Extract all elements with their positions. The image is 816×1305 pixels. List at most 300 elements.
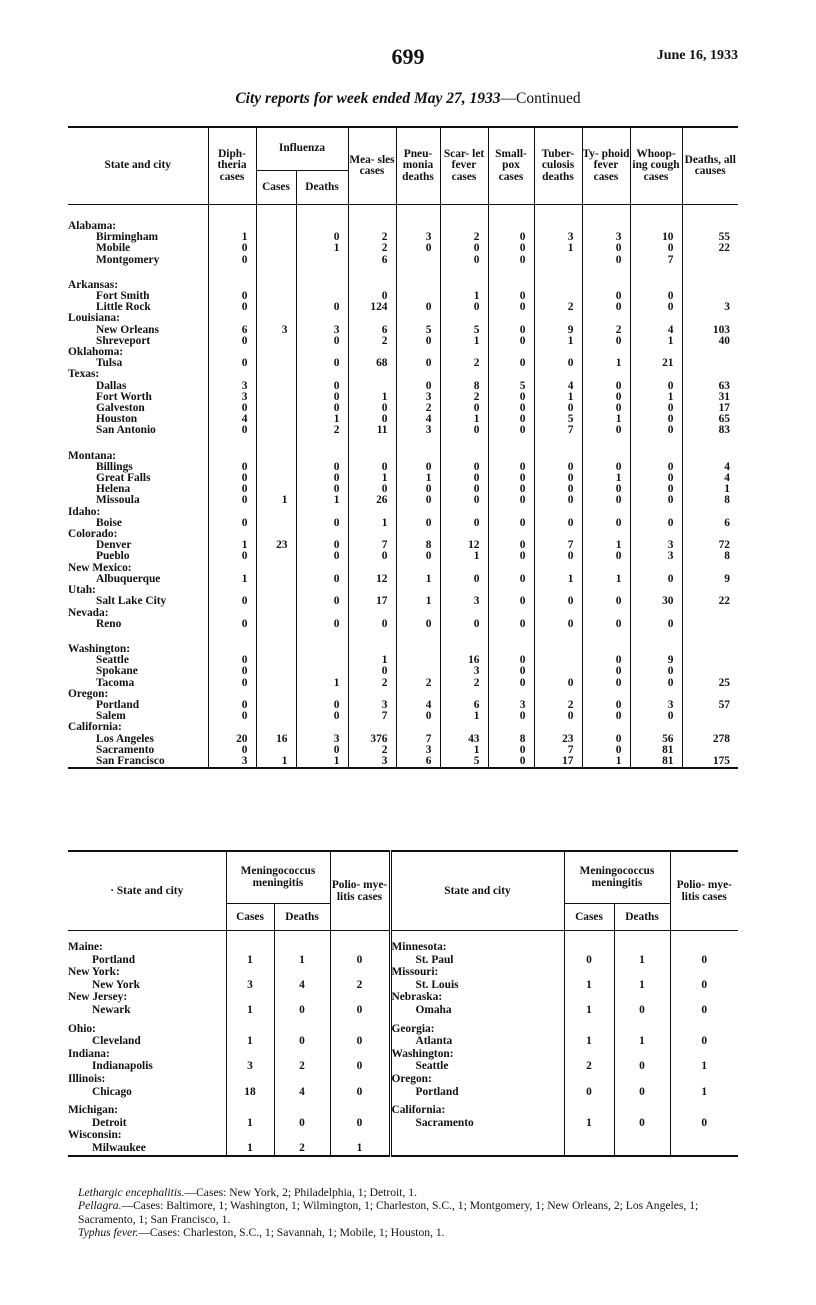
table-cell: 3 [396, 392, 440, 403]
table-cell: 0 [440, 574, 488, 585]
table-cell: 22 [682, 243, 738, 254]
state-row [68, 1073, 738, 1086]
city-name: Omaha [415, 1003, 452, 1016]
city-name: Seattle [415, 1060, 449, 1073]
table-cell [256, 313, 296, 324]
table-row [68, 403, 738, 414]
city-name: Pueblo [96, 551, 130, 563]
table-cell [274, 1073, 330, 1086]
table-cell [564, 1104, 614, 1117]
table-cell [296, 529, 348, 540]
table-cell [256, 347, 296, 358]
table-cell: 0 [534, 551, 582, 562]
table-cell: 4 [274, 1086, 330, 1099]
table-cell: 2 [582, 325, 630, 336]
table-cell: 0 [440, 484, 488, 495]
table-cell [582, 529, 630, 540]
table-cell: 0 [208, 255, 256, 266]
table-cell: 6 [208, 325, 256, 336]
table-cell: 0 [582, 734, 630, 745]
table-cell: 0 [274, 1004, 330, 1017]
table-cell: 63 [682, 381, 738, 392]
city-name: Helena [96, 484, 131, 496]
header-influenza-deaths: Deaths [296, 170, 348, 204]
table-cell [488, 722, 534, 733]
header-deaths-all: Deaths, all causes [682, 127, 738, 205]
table-cell [208, 507, 256, 518]
table-cell [348, 266, 396, 280]
state-row [68, 1023, 738, 1036]
state-row [68, 347, 738, 358]
table-cell: 0 [296, 484, 348, 495]
table-cell [256, 484, 296, 495]
city-name: Indianapolis [92, 1060, 153, 1073]
table-cell: 0 [274, 1035, 330, 1048]
table-cell [534, 266, 582, 280]
table-cell [348, 347, 396, 358]
table-cell: 55 [682, 232, 738, 243]
table-cell [348, 529, 396, 540]
table-cell [348, 313, 396, 324]
table-cell [630, 630, 682, 644]
table-cell [208, 644, 256, 655]
table-cell [670, 941, 738, 954]
table-cell: 0 [582, 495, 630, 506]
table-cell [488, 644, 534, 655]
table-cell: 5 [396, 325, 440, 336]
spacer-cell [582, 205, 630, 222]
table-cell: 4 [630, 325, 682, 336]
table-cell: 0 [534, 358, 582, 369]
spacer-cell [630, 205, 682, 222]
table-cell: 2 [440, 678, 488, 689]
table-cell [488, 630, 534, 644]
table-cell [534, 347, 582, 358]
table-cell [670, 1073, 738, 1086]
spacer-cell [440, 205, 488, 222]
table-cell [348, 381, 396, 392]
header-pneumonia: Pneu- monia deaths [396, 127, 440, 205]
table-cell: 2 [296, 425, 348, 436]
table-cell: 68 [348, 358, 396, 369]
table-cell [256, 619, 296, 630]
table-cell: 0 [582, 392, 630, 403]
table-row [68, 678, 738, 689]
spacer-row [68, 931, 738, 942]
table-cell: 0 [488, 414, 534, 425]
table-cell: 0 [582, 291, 630, 302]
table-cell [440, 529, 488, 540]
table-cell: 0 [670, 1035, 738, 1048]
state-name: Maine: [68, 941, 103, 953]
table-cell [534, 437, 582, 451]
table-cell: 0 [488, 678, 534, 689]
table-cell: 0 [582, 745, 630, 756]
table-cell [488, 347, 534, 358]
table-row [68, 414, 738, 425]
table-row [68, 666, 738, 677]
table-cell: 16 [256, 734, 296, 745]
table-cell: 6 [348, 325, 396, 336]
table-cell: 0 [582, 678, 630, 689]
spacer-cell [534, 205, 582, 222]
table-cell [296, 563, 348, 574]
table-cell: 0 [296, 551, 348, 562]
state-row [68, 451, 738, 462]
table-cell: 1 [226, 954, 274, 967]
table-cell: 1 [670, 1086, 738, 1099]
table-row [68, 1117, 738, 1130]
spacer-cell [396, 205, 440, 222]
table-cell: 0 [534, 403, 582, 414]
table-cell: 1 [534, 336, 582, 347]
table-cell [256, 291, 296, 302]
table-cell [582, 644, 630, 655]
table-cell [630, 221, 682, 232]
table-row [68, 1060, 738, 1073]
table-cell: 0 [582, 666, 630, 677]
table-cell [330, 991, 390, 1004]
table-row [68, 979, 738, 992]
footnotes [78, 1186, 738, 1240]
table-cell: 0 [440, 243, 488, 254]
table-cell: 1 [296, 678, 348, 689]
table-cell [630, 451, 682, 462]
table-cell: 81 [630, 756, 682, 768]
table-cell [348, 507, 396, 518]
table-cell: 2 [440, 232, 488, 243]
table-cell: 2 [274, 1142, 330, 1156]
page-title [0, 90, 816, 108]
table-cell [274, 941, 330, 954]
state-row [68, 563, 738, 574]
state-name: Illinois: [68, 1072, 106, 1085]
table-cell [348, 585, 396, 596]
table-cell: 2 [440, 358, 488, 369]
table-cell: 0 [208, 655, 256, 666]
city-name [392, 1142, 416, 1154]
table-row [68, 1086, 738, 1099]
state-row [68, 1129, 738, 1142]
city-name: Albuquerque [96, 573, 161, 585]
table-cell: 23 [256, 540, 296, 551]
table-cell: 0 [488, 756, 534, 768]
table-cell: 0 [296, 232, 348, 243]
table-cell: 1 [582, 540, 630, 551]
table-cell: 0 [396, 336, 440, 347]
city-name: Boise [96, 517, 122, 529]
table-cell: 20 [208, 734, 256, 745]
table-cell: 0 [396, 302, 440, 313]
table-cell [630, 507, 682, 518]
table-row [68, 745, 738, 756]
table-cell [296, 369, 348, 380]
table-cell [296, 313, 348, 324]
table-cell [396, 255, 440, 266]
table-cell: 0 [614, 1117, 670, 1130]
table-cell: 0 [488, 291, 534, 302]
table-cell [208, 369, 256, 380]
city-name: Tacoma [96, 677, 135, 689]
city-name: Salt Lake City [96, 596, 167, 608]
state-name: Ohio: [68, 1022, 96, 1035]
table-cell [296, 266, 348, 280]
table-cell: 0 [208, 678, 256, 689]
table-cell: 0 [614, 1060, 670, 1073]
table-cell: 0 [630, 473, 682, 484]
table-cell: 0 [330, 954, 390, 967]
table-cell [348, 644, 396, 655]
city-name: Dallas [96, 380, 127, 392]
table-cell: 0 [440, 302, 488, 313]
footnote-label: Pellagra. [78, 1199, 122, 1213]
table-cell: 7 [348, 540, 396, 551]
footnote [78, 1199, 738, 1226]
table-cell: 1 [296, 756, 348, 768]
table-cell: 0 [630, 381, 682, 392]
table-cell: 1 [208, 540, 256, 551]
city-name: Birmingham [96, 232, 159, 244]
table-cell [274, 966, 330, 979]
table-cell: 2 [440, 392, 488, 403]
city-cell [390, 1117, 564, 1130]
table-cell: 11 [348, 425, 396, 436]
table-cell [630, 585, 682, 596]
table-cell: 0 [208, 745, 256, 756]
city-cell [68, 1035, 226, 1048]
city-cell [68, 1004, 226, 1017]
table-cell: 17 [348, 596, 396, 607]
table-cell [534, 689, 582, 700]
table-cell [440, 608, 488, 619]
table-cell [682, 630, 738, 644]
table-cell [274, 1023, 330, 1036]
table-cell: 0 [582, 596, 630, 607]
table-cell [682, 711, 738, 722]
table-cell: 2 [274, 1060, 330, 1073]
table-cell: 0 [208, 619, 256, 630]
table-row [68, 495, 738, 506]
city-name: Seattle [96, 655, 129, 667]
table-cell: 0 [630, 243, 682, 254]
table-row [68, 302, 738, 313]
table-cell [226, 1023, 274, 1036]
table-cell [208, 221, 256, 232]
table-cell: 0 [348, 291, 396, 302]
table-cell [208, 608, 256, 619]
state-row [68, 966, 738, 979]
table-cell: 6 [682, 518, 738, 529]
mening-header-meningitis: Meningococcus meningitis [226, 851, 330, 903]
table-cell [488, 221, 534, 232]
table-cell: 0 [488, 596, 534, 607]
city-name: St. Paul [415, 953, 454, 966]
spacer-cell [256, 205, 296, 222]
state-name: California: [390, 1104, 564, 1117]
table-cell [534, 644, 582, 655]
spacer-row [68, 630, 738, 644]
table-cell: 0 [534, 596, 582, 607]
footnote [78, 1186, 738, 1199]
table-cell [296, 437, 348, 451]
table-cell [330, 1048, 390, 1061]
table-cell [614, 1104, 670, 1117]
table-cell [296, 644, 348, 655]
table-cell [256, 358, 296, 369]
table-cell [582, 266, 630, 280]
city-name: Montgomery [96, 254, 160, 266]
table-cell: 0 [534, 462, 582, 473]
city-cell [390, 979, 564, 992]
table-cell: 72 [682, 540, 738, 551]
table-cell [488, 313, 534, 324]
table-cell [396, 655, 440, 666]
table-cell [440, 451, 488, 462]
table-cell: 0 [488, 425, 534, 436]
table-cell: 1 [582, 574, 630, 585]
table-cell: 9 [534, 325, 582, 336]
spacer-row [68, 205, 738, 222]
table-cell [582, 630, 630, 644]
state-name: Indiana: [68, 1047, 110, 1060]
city-name: New York [92, 978, 140, 991]
table-cell: 0 [582, 655, 630, 666]
city-name: Salem [96, 711, 126, 723]
state-name: Utah: [68, 585, 96, 597]
table-cell: 1 [226, 1035, 274, 1048]
table-cell: 7 [396, 734, 440, 745]
table-cell [396, 280, 440, 291]
table-cell: 0 [208, 403, 256, 414]
table-cell: 1 [564, 979, 614, 992]
table-cell [274, 1048, 330, 1061]
state-row [68, 369, 738, 380]
table-cell [256, 451, 296, 462]
table-cell [440, 585, 488, 596]
table-cell [440, 347, 488, 358]
table-cell: 3 [226, 979, 274, 992]
table-cell [296, 347, 348, 358]
city-name: San Francisco [96, 755, 165, 767]
table-cell: 0 [330, 1035, 390, 1048]
table-cell: 0 [670, 954, 738, 967]
table-cell: 0 [296, 518, 348, 529]
table-cell [682, 437, 738, 451]
table-cell: 1 [256, 495, 296, 506]
state-name: New York: [68, 966, 120, 979]
table-cell: 3 [348, 756, 396, 768]
table-cell: 0 [582, 243, 630, 254]
table-cell [226, 966, 274, 979]
table-cell [296, 585, 348, 596]
table-cell [564, 991, 614, 1004]
table-row [68, 734, 738, 745]
table-cell: 0 [488, 711, 534, 722]
table-cell: 0 [296, 596, 348, 607]
table-cell: 0 [488, 462, 534, 473]
table-row [68, 551, 738, 562]
table-cell [256, 302, 296, 313]
header-tuberculosis: Tuber- culosis deaths [534, 127, 582, 205]
table-cell [440, 313, 488, 324]
table-cell: 2 [330, 979, 390, 992]
table-cell [630, 266, 682, 280]
table-cell: 0 [330, 1060, 390, 1073]
table-cell: 1 [396, 574, 440, 585]
table-cell: 0 [630, 414, 682, 425]
table-cell: 3 [440, 596, 488, 607]
spacer-cell [68, 931, 226, 942]
table-row [68, 655, 738, 666]
table-row [68, 473, 738, 484]
state-name: Arkansas: [68, 279, 119, 291]
table-cell [256, 700, 296, 711]
table-cell: 8 [682, 495, 738, 506]
table-row [68, 540, 738, 551]
table-cell [534, 507, 582, 518]
table-cell [396, 563, 440, 574]
table-cell [256, 689, 296, 700]
table-cell: 7 [534, 540, 582, 551]
table-cell [614, 1073, 670, 1086]
table-cell: 4 [396, 414, 440, 425]
table-cell: 0 [440, 495, 488, 506]
spacer-row [68, 266, 738, 280]
table-cell [256, 255, 296, 266]
table-cell [682, 313, 738, 324]
table-cell: 4 [208, 414, 256, 425]
table-cell: 3 [582, 232, 630, 243]
table-cell [256, 243, 296, 254]
city-name: Sacramento [415, 1116, 474, 1129]
table-cell: 1 [630, 336, 682, 347]
header-smallpox: Small- pox cases [488, 127, 534, 205]
table-cell: 3 [396, 232, 440, 243]
table-row [68, 596, 738, 607]
table-cell: 0 [488, 243, 534, 254]
table-cell: 0 [488, 302, 534, 313]
meningitis-body [68, 931, 738, 1156]
table-row [68, 232, 738, 243]
table-cell [488, 369, 534, 380]
table-row [68, 291, 738, 302]
table-cell: 0 [208, 484, 256, 495]
table-cell [534, 451, 582, 462]
table-cell: 1 [348, 392, 396, 403]
table-cell: 0 [582, 381, 630, 392]
table-cell: 0 [330, 1086, 390, 1099]
table-row [68, 462, 738, 473]
table-cell: 0 [488, 666, 534, 677]
table-cell [630, 608, 682, 619]
table-cell: 1 [534, 392, 582, 403]
table-cell [670, 1104, 738, 1117]
state-name: New Jersey: [68, 991, 128, 1004]
table-cell: 124 [348, 302, 396, 313]
table-cell: 0 [534, 678, 582, 689]
table-cell [208, 266, 256, 280]
table-cell [682, 655, 738, 666]
table-cell [488, 689, 534, 700]
city-name: Fort Smith [96, 291, 150, 303]
state-name: Washington: [390, 1048, 564, 1061]
state-name: Nebraska: [390, 991, 564, 1004]
table-cell [296, 689, 348, 700]
table-cell: 0 [274, 1117, 330, 1130]
state-name: Colorado: [68, 529, 118, 541]
table-cell [348, 563, 396, 574]
table-cell [682, 255, 738, 266]
